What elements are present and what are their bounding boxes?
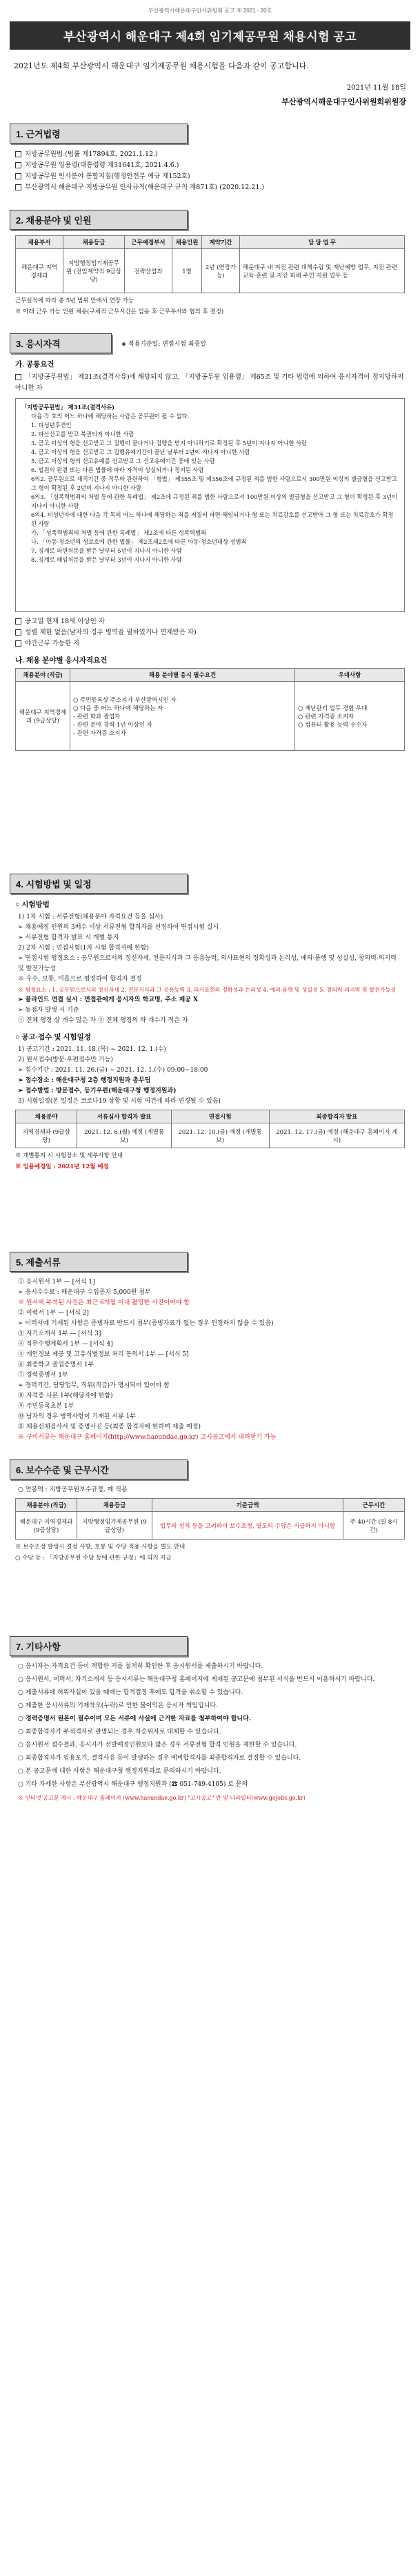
document-item: ④ 직무수행계획서 1부 — [서식 4] bbox=[18, 1341, 113, 1348]
schedule-line: 2) 원서접수(방문·우편접수만 가능) bbox=[18, 1056, 113, 1063]
disqualification-box bbox=[15, 398, 405, 612]
disqualification-line: 6의4. 미성년자에 대한 다음 각 목의 어느 하나에 해당하는 죄를 저질러 파면·해임되거나 형 또는 치료감호를 선고받아 그 형 또는 치료감호가 확정된 사람 bbox=[31, 511, 394, 527]
recruitment-table bbox=[15, 235, 405, 293]
checkbox-bullet-icon bbox=[15, 184, 21, 190]
document-item: ⑪ 채용신체검사서 및 증명사진 등(최종 합격자에 한하여 제출 예정) bbox=[18, 1424, 201, 1430]
other-item: ○ 제출서류에 허위사실이 있을 때에는 합격결정 후에도 합격을 취소할 수 있습니다. bbox=[18, 1689, 243, 1696]
document-item: ⑥ 최종학교 졸업증명서 1부 bbox=[18, 1361, 94, 1368]
tie-break-line: ① 전체 평정 상 개수 많은 자 ② 전체 평정의 하 개수가 적은 자 bbox=[18, 1017, 188, 1024]
legal-basis-item: 지방공무원 인사분야 통합지침(행정안전부 예규 제152호) bbox=[15, 171, 405, 182]
online-notice-note: ※ 인터넷 공고문 게시 : 해운대구 홈페이지 (www.haeundae.go.kr) "고시공고" 란 및 나라일터(www.gojobs.go.kr) bbox=[18, 1795, 306, 1801]
schedule-line: ➢ 접수방법 : 방문접수, 등기우편(해운대구청 행정지원과) bbox=[18, 1088, 177, 1094]
exam-method-heading: ○ 시험방법 bbox=[15, 901, 50, 909]
document-item: ③ 자기소개서 1부 — [서식 3] bbox=[18, 1330, 101, 1337]
schedule-line: ➢ 접수기간 : 2021. 11. 26.(금) ~ 2021. 12. 1.(수) 09:00~18:00 bbox=[18, 1067, 208, 1074]
other-item: ○ 기타 자세한 사항은 부산광역시 해운대구 행정지원과 (☎ 051-749-4105) 로 문의 bbox=[18, 1781, 248, 1788]
issuing-organization: 부산광역시해운대구인사위원회위원장 bbox=[281, 97, 406, 106]
legal-basis-item: 부산광역시 해운대구 지방공무원 인사규칙(해운대구 규칙 제871호) (2020.12.21.) bbox=[15, 182, 405, 193]
schedule-line: 1) 공고기간 : 2021. 11. 18.(목) ~ 2021. 12. 1.(수) bbox=[18, 1046, 166, 1053]
section-title-other: 7. 기타사항 bbox=[10, 1636, 188, 1656]
exam-method-line: ※ 우수, 보통, 미흡으로 평정하여 합격자 결정 bbox=[18, 976, 142, 983]
table-row: 지역경제과 (9급상당) 2021. 12. 6.(월) 예정 (개별통보) 2021. 12. 10.(금) 예정 (개별통보) 2021. 12. 17.(금) 예정 (해운대구 홈페이지 게시) bbox=[16, 1123, 405, 1148]
disqualification-line: 가. 「성폭력범죄의 처벌 등에 관한 특례법」 제2조에 따른 성폭력범죄 bbox=[31, 529, 206, 536]
recruitment-note: ※ 아래 근무 가능 인원 채용(구체적 근무시간은 임용 후 근무부서와 협의 후 결정) bbox=[15, 308, 224, 315]
document-item: ① 응시원서 1부 — [서식 1] bbox=[18, 1279, 95, 1286]
disqualification-line: 7. 징계로 파면처분을 받은 날부터 5년이 지나지 아니한 사람 bbox=[31, 547, 182, 554]
pay-table bbox=[15, 1498, 405, 1540]
schedule-heading: ○ 공고·접수 및 시험일정 bbox=[15, 1033, 91, 1041]
blind-interview-note: ➢ 블라인드 면접 실시 : 면접관에게 응시자의 학교명, 주소 제공 X bbox=[18, 996, 198, 1003]
document-item: ⑧ 자격증 사본 1부(해당자에 한함) bbox=[18, 1393, 113, 1399]
disqualification-line: 3. 금고 이상의 형을 선고받고 그 집행이 끝나거나 집행을 받지 아니하기로 확정된 후 5년이 지나지 아니한 사람 bbox=[31, 440, 308, 446]
document-item: ⑩ 남자의 경우 병역사항이 기재된 서류 1부 bbox=[18, 1413, 136, 1420]
eligibility-extra-item: 성별 제한 없음(남자의 경우 병역을 필하였거나 면제받은 자) bbox=[15, 627, 405, 638]
documents-download-note: ※ 구비서류는 해운대구 홈페이지(http://www.haeundae.go.kr) 고시공고에서 내려받기 가능 bbox=[18, 1434, 277, 1441]
appointment-date-note: ※ 임용예정일 : 2021년 12월 예정 bbox=[15, 1163, 109, 1170]
page-title: 부산광역시 해운대구 제4회 임기제공무원 채용시험 공고 bbox=[10, 21, 410, 50]
disqualification-line: 4. 금고 이상의 형을 선고받고 그 집행유예기간이 끝난 날부터 2년이 지나지 아니한 사람 bbox=[31, 449, 250, 455]
document-item: ⑤ 개인정보 제공 및 고유식별정보 처리 동의서 1부 — [서식 5] bbox=[18, 1351, 189, 1358]
legal-basis-item: 지방공무원법 (법률 제17894호, 2021.1.12.) bbox=[15, 149, 405, 160]
section-title-eligibility: 3. 응시자격 bbox=[10, 333, 112, 353]
document-item: ⑦ 경력증명서 1부 bbox=[18, 1372, 68, 1379]
other-item: ○ 응시원서 접수결과, 응시자가 선발예정인원보다 많은 경우 서류전형 합격 인원을 제한할 수 있습니다. bbox=[18, 1742, 297, 1749]
pay-note: ※ 보수조정 발생시 결정 사항, 호봉 및 수당 적용 사항을 별도 안내 bbox=[15, 1544, 186, 1551]
section-spacer bbox=[0, 1564, 420, 1620]
checkbox-bullet-icon bbox=[15, 374, 21, 380]
legal-basis-item: 지방공무원 임용령(대통령령 제31641호, 2021.4.6.) bbox=[15, 160, 405, 171]
evaluation-criteria-note: ※ 평정요소 : 1. 공무원으로서의 정신자세 2. 전문지식과 그 응용능력 3. 의사표현의 정확성과 논리성 4. 예의·품행 및 성실성 5. 창의력·의지력 및 발전가능성 bbox=[18, 987, 396, 993]
tie-break-line: ➢ 동점자 발생 시 기준 bbox=[18, 1007, 79, 1014]
document-item: ➢ 경력기간, 담당업무, 직위(직급)가 명시되어 있어야 함 bbox=[18, 1382, 170, 1389]
header-note: 부산광역시해운대구인사위원회 공고 제 2021 - 20호 bbox=[148, 8, 272, 14]
other-item: ○ 제출한 응시서류의 기재착오(누락)로 인한 불이익은 응시자 책임입니다. bbox=[18, 1702, 218, 1709]
eligibility-extra-item: 야간근무 가능한 자 bbox=[15, 638, 405, 649]
disqualification-line: 2. 파산선고를 받고 복권되지 아니한 사람 bbox=[31, 431, 134, 437]
checkbox-bullet-icon bbox=[15, 151, 21, 157]
disqualification-line: 5. 금고 이상의 형의 선고유예를 선고받고 그 선고유예기간 중에 있는 사람 bbox=[31, 458, 215, 464]
table-row: 해운대구 지역경제과 (9급상당) ○ 주민등록상 주소지가 부산광역시인 자 ○ 다음 중 어느 하나에 해당하는 자 - 관련 학과 졸업자 - 관련 분야 경력 1년 이상인 자 - 관련 자격증 소지자 ○ 재난관리 업무 경험 우대 ○ 관련 자격증 소지자 ○ 컴퓨터 활용 능력 우수자 bbox=[16, 682, 405, 751]
checkbox-bullet-icon bbox=[15, 629, 21, 636]
exam-method-line: 2) 2차 시험 : 면접시험(1차 시험 합격자에 한함) bbox=[18, 945, 149, 952]
section-title-pay: 6. 보수수준 및 근무시간 bbox=[10, 1459, 188, 1479]
notice-date: 2021년 11월 18일 bbox=[346, 84, 406, 92]
eligibility-by-field-heading: 나. 채용 분야별 응시자격요건 bbox=[15, 656, 108, 665]
checkbox-bullet-icon bbox=[15, 640, 21, 647]
disqualification-line: 다음 각 호의 어느 하나에 해당하는 사람은 공무원이 될 수 없다. bbox=[31, 413, 190, 420]
disqualification-line: 6. 법원의 판결 또는 다른 법률에 따라 자격이 상실되거나 정지된 사람 bbox=[31, 466, 204, 473]
disqualification-line: 6의3. 「성폭력범죄의 처벌 등에 관한 특례법」 제2조에 규정된 죄를 범한 사람으로서 100만원 이상의 벌금형을 선고받고 그 형이 확정된 후 3년이 지나지 아니한 사람 bbox=[31, 493, 398, 509]
exam-method-line: ➢ 서류전형 합격자 발표 시 개별 통지 bbox=[18, 934, 119, 941]
intro-text: 2021년도 제4회 부산광역시 해운대구 임기제공무원 채용시험을 다음과 같이 공고합니다. bbox=[14, 61, 309, 70]
document-item: ⑨ 주민등록초본 1부 bbox=[18, 1403, 74, 1410]
pay-note: ○ 수당 등 : 「지방공무원 수당 등에 관한 규정」에 의거 지급 bbox=[15, 1555, 172, 1562]
checkbox-bullet-icon bbox=[15, 173, 21, 179]
schedule-line: 3) 시험일정(본 일정은 코로나19 상황 및 시험 여건에 따라 변경될 수 있음) bbox=[18, 1098, 221, 1105]
section-spacer bbox=[0, 1173, 420, 1235]
table-header-row: 채용분야 (직급) 채용등급 기준금액 근무시간 bbox=[16, 1499, 405, 1512]
disqualification-line: 나. 「아동·청소년의 성보호에 관한 법률」 제2조제2호에 따른 아동·청소년대상 성범죄 bbox=[31, 538, 247, 545]
exam-method-line: ➢ 면접시험 평정요소 : 공무원으로서의 정신자세, 전문지식과 그 응용능력, 의사표현의 정확성과 논리성, 예의·품행 및 성실성, 창의력·의지력 및 발전가능성 bbox=[18, 955, 397, 972]
eligibility-table bbox=[15, 668, 405, 751]
table-header-row: 채용분야 서류심사 합격자 발표 면접시험 최종합격자 발표 bbox=[16, 1110, 405, 1123]
schedule-line: ➢ 접수장소 : 해운대구청 2층 행정지원과 총무팀 bbox=[18, 1077, 151, 1084]
disqualification-line: 1. 피성년후견인 bbox=[31, 422, 72, 429]
table-row: 해운대구 지역경제과 지방행정임기제공무원 (전임계약직 9급상당) 전략산업과 1명 2년 (연장가능) 해운대구 내 지진 관련 대책수립 및 재난예방 업무, 지진 관련 교육·훈련 및 지진 피해 주민 지원 업무 등 bbox=[16, 249, 405, 293]
other-item: ○ 응시자는 자격요건 등이 적합한 지를 철저히 확인한 후 응시원서를 제출하시기 바랍니다. bbox=[18, 1663, 263, 1670]
document-item: ※ 원서에 부착된 사진은 최근 6개월 이내 촬영한 사진이어야 함 bbox=[18, 1299, 190, 1306]
exam-method-line: ➢ 채용예정 인원의 3배수 이상 서류전형 합격자를 선정하여 면접시험 실시 bbox=[18, 924, 219, 931]
section-title-documents: 5. 제출서류 bbox=[10, 1252, 188, 1272]
other-item: ○ 경력증명서 원본이 필수이며 모든 서류에 사실에 근거한 자료를 첨부하여야 합니다. bbox=[18, 1715, 251, 1722]
table-header-row: 채용부서 채용등급 근무예정부서 채용인원 계약기간 담 당 업 무 bbox=[16, 236, 405, 249]
section-spacer bbox=[0, 754, 420, 857]
document-item: ➢ 이력서에 기재된 사항은 증빙자료 반드시 첨부(증빙자료가 없는 경우 인정하지 않을 수 있음) bbox=[18, 1320, 274, 1327]
section-title-recruitment: 2. 채용분야 및 인원 bbox=[10, 210, 188, 230]
eligibility-common-heading: 가. 공통요건 bbox=[15, 360, 54, 368]
other-item: ○ 최종합격자가 부적격자로 판명되는 경우 차순위자로 대체할 수 있습니다. bbox=[18, 1729, 221, 1736]
recruitment-note: 근무실적에 따라 총 5년 범위 안에서 연장 가능 bbox=[15, 297, 134, 304]
section-3-header-row bbox=[0, 333, 420, 353]
eligibility-criteria-date: ◈ 적용기준일: 면접시험 최종일 bbox=[121, 341, 206, 348]
eligibility-extra-item: 공고일 현재 18세 이상인 자 bbox=[15, 616, 405, 627]
other-item: ○ 본 공고문에 대한 사항은 해운대구청 행정지원과로 문의하시기 바랍니다. bbox=[18, 1768, 221, 1775]
disqualification-box-title: 「지방공무원법」 제31조(결격사유) bbox=[21, 404, 115, 411]
schedule-note: ※ 개별통지 시 시험장소 및 세부사항 안내 bbox=[15, 1152, 123, 1159]
section-title-legal-basis: 1. 근거법령 bbox=[10, 124, 188, 144]
table-row: 해운대구 지역경제과 (9급상당) 지방행정임기제공무원 (9급상당) 업무의 성격 등을 고려하여 보수조정, 별도의 수당은 지급하지 아니함 주 40시간 (일 8시간) bbox=[16, 1512, 405, 1540]
document-item: ② 이력서 1부 — [서식 2] bbox=[18, 1310, 89, 1317]
salary-line: ○ 연봉액 : 지방공무원보수규정, 예 적용 bbox=[18, 1486, 128, 1493]
eligibility-common-item: 「지방공무원법」 제31조(결격사유)에 해당되지 않고, 「지방공무원 임용령」 제65조 및 기타 법령에 의하여 응시자격이 정지당하지 아니한 자 bbox=[15, 373, 404, 392]
checkbox-bullet-icon bbox=[15, 618, 21, 625]
document-item: ➢ 응시수수료 : 해운대구 수입증지 5,000원 첨부 bbox=[18, 1289, 151, 1296]
section-title-exam-schedule: 4. 시험방법 및 일정 bbox=[10, 874, 188, 894]
other-item: ○ 응시원서, 이력서, 자기소개서 등 응시서류는 해운대구청 홈페이지에 게재된 공고문에 첨부된 서식을 반드시 이용하시기 바랍니다. bbox=[18, 1676, 375, 1683]
table-header-row: 채용분야 (직급) 채용 분야별 응시 필수요건 우대사항 bbox=[16, 669, 405, 682]
checkbox-bullet-icon bbox=[15, 162, 21, 168]
exam-method-line: 1) 1차 시험 : 서류전형(채용분야 자격요건 등을 심사) bbox=[18, 914, 163, 921]
disqualification-line: 8. 징계로 해임처분을 받은 날부터 3년이 지나지 아니한 사람 bbox=[31, 556, 182, 563]
other-item: ○ 최종합격자가 임용포기, 결격사유 등이 발생하는 경우 예비합격자를 최종합격자로 결정할 수 있습니다. bbox=[18, 1755, 301, 1762]
schedule-table bbox=[15, 1110, 405, 1148]
disqualification-line: 6의2. 공무원으로 재직기간 중 직무와 관련하여 「형법」 제355조 및 제356조에 규정된 죄를 범한 사람으로서 300만원 이상의 벌금형을 선고받고 그 형이 확정된 후 2년이 지나지 아니한 사람 bbox=[31, 475, 397, 491]
